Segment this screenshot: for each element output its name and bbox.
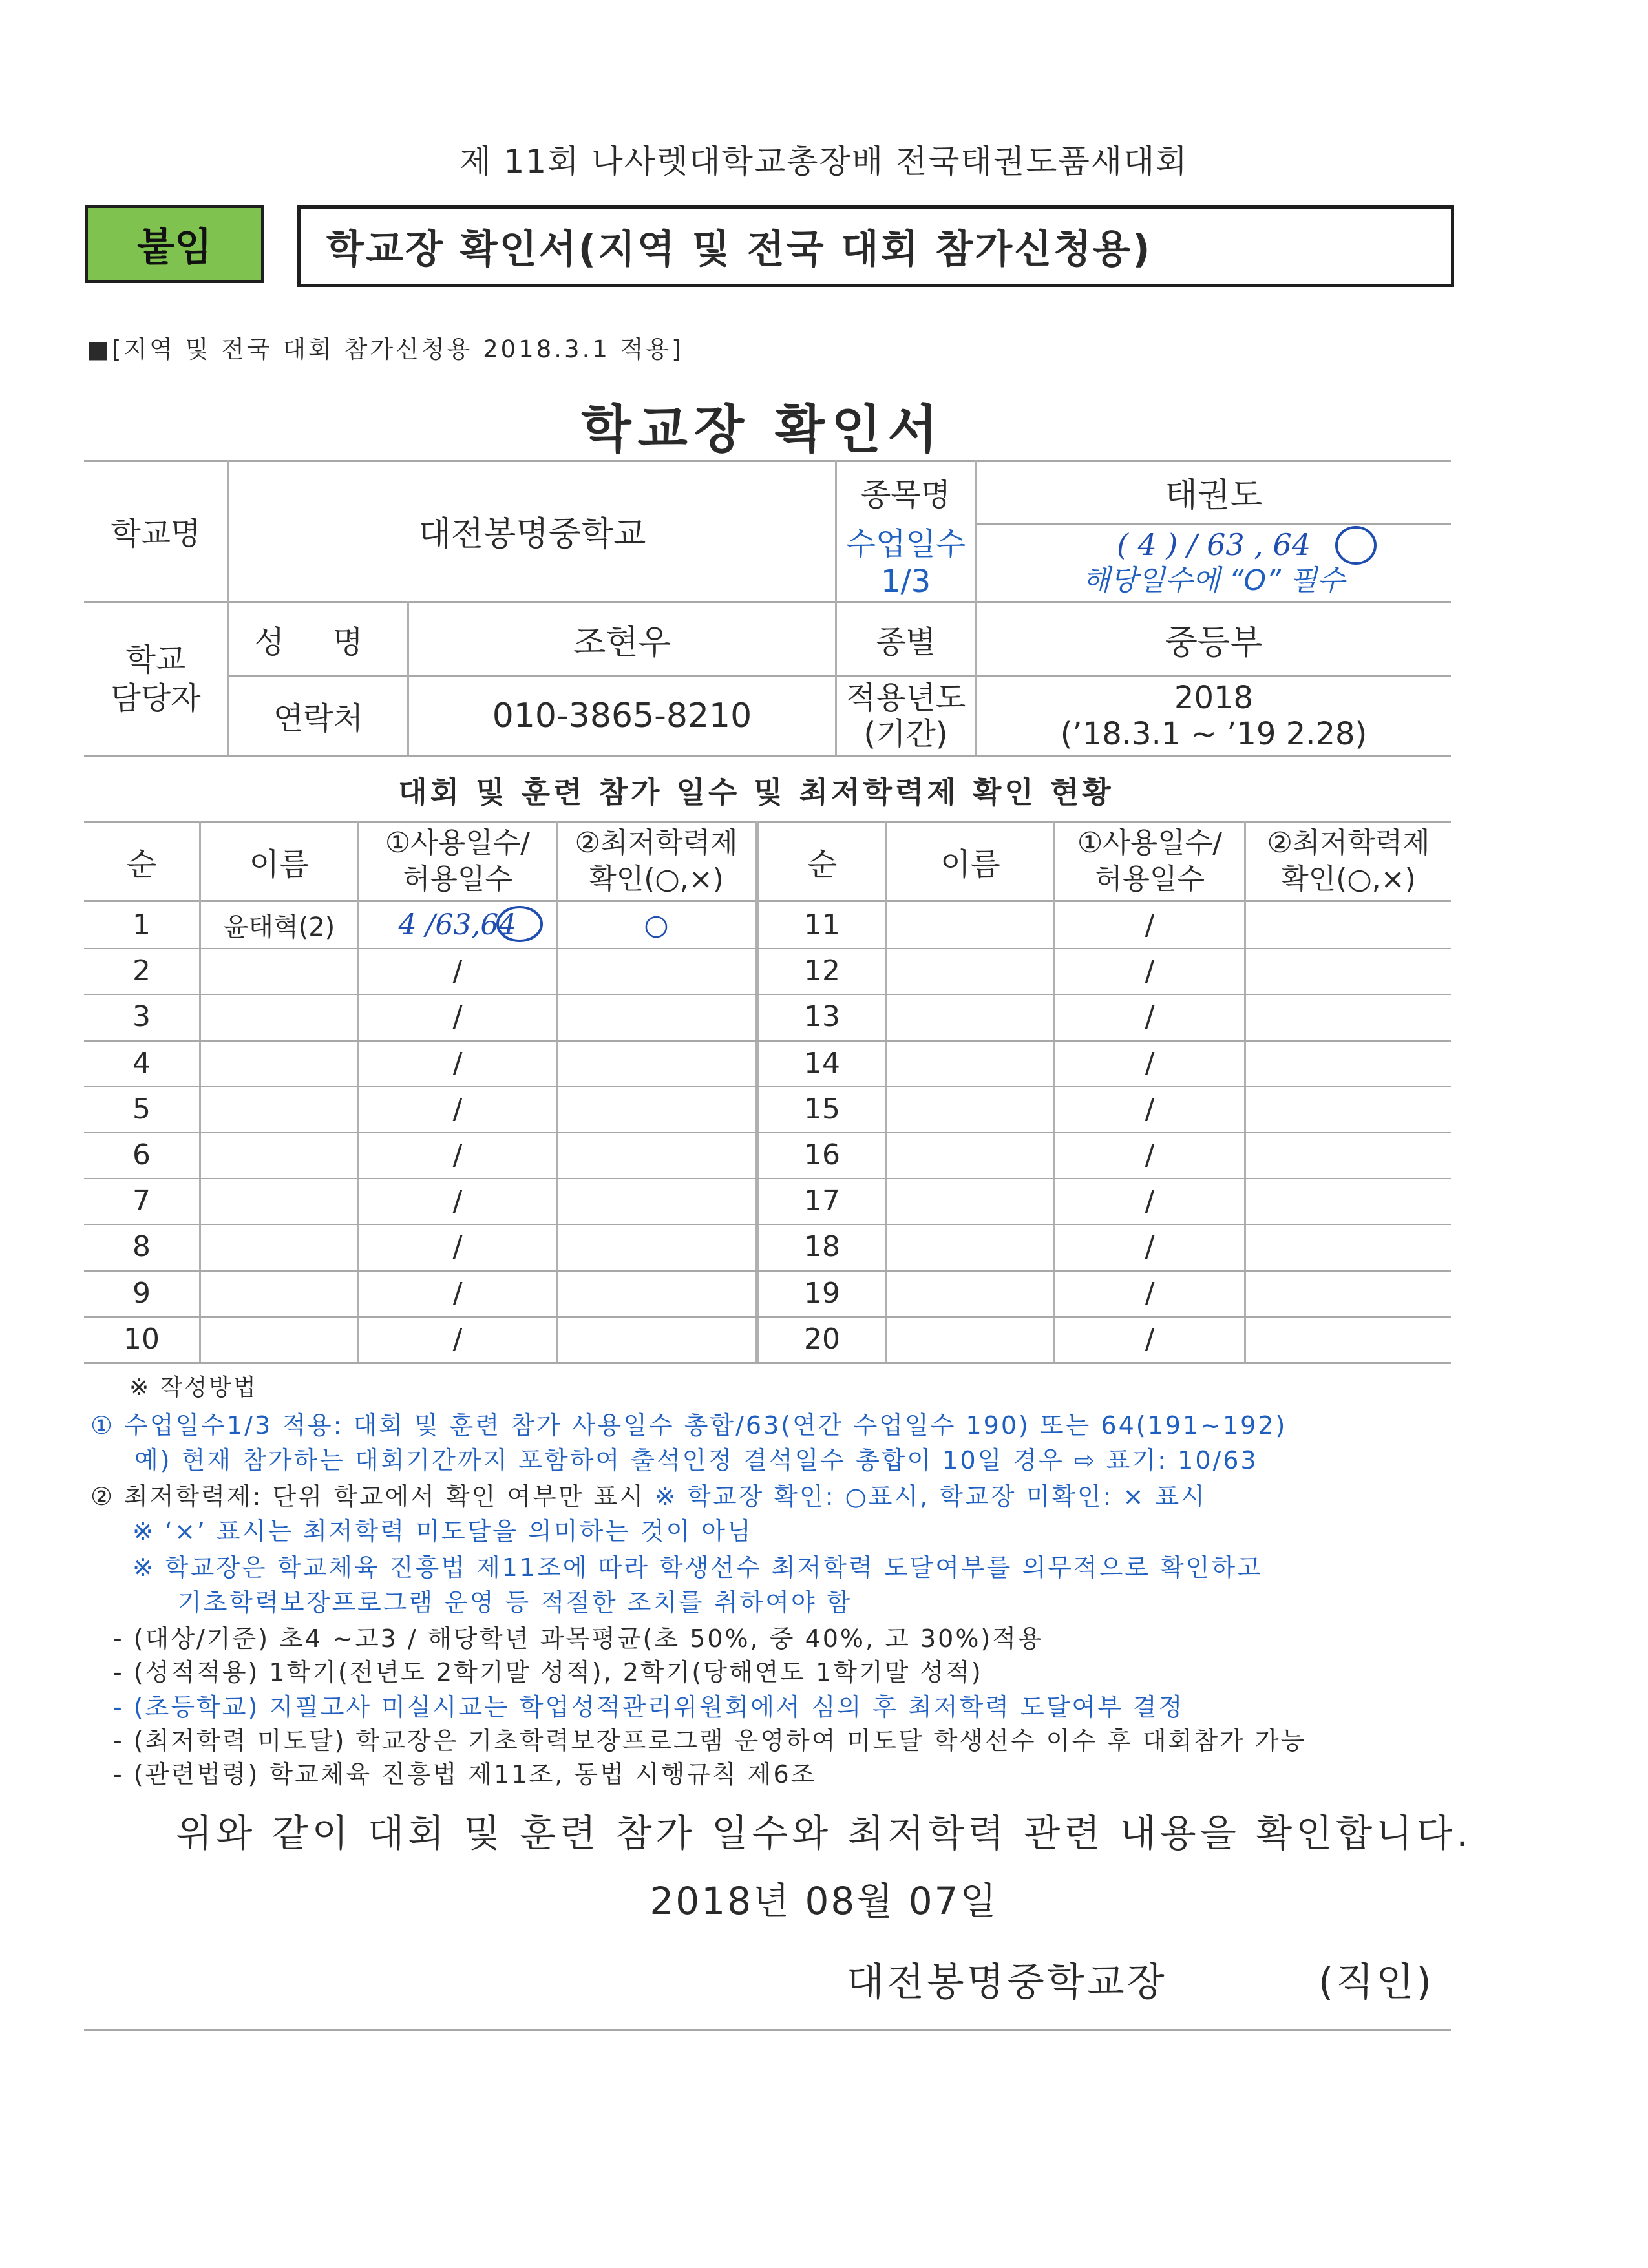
row-no: 6 [132, 1139, 151, 1172]
row-days: / [1145, 1000, 1155, 1034]
row-name [887, 1178, 1053, 1224]
row-no: 10 [123, 1322, 160, 1356]
row-days: / [1145, 1322, 1155, 1356]
class-days-label-line1: 수업일수 [845, 526, 966, 562]
row-check [558, 1178, 755, 1224]
division-label: 종별 [876, 624, 936, 660]
row-name [201, 1270, 357, 1316]
header-days-right [1055, 823, 1244, 900]
document-title: 학교장 확인서 [581, 399, 944, 459]
row-days: / [1145, 1230, 1155, 1264]
row-no: 3 [132, 1000, 151, 1034]
class-days-label [837, 525, 975, 601]
row-days: / [1145, 1092, 1155, 1126]
row-name [887, 994, 1053, 1040]
header-no-left: 순 [126, 846, 157, 883]
row-days: / [452, 1046, 463, 1080]
header-check-left-line1: ②최저학력제 [575, 826, 738, 859]
header-check-left [558, 823, 755, 900]
header-days-left-line1: ①사용일수/ [385, 826, 531, 859]
row-name [201, 1178, 357, 1224]
row-check [1246, 902, 1451, 948]
header-check-right-line2: 확인(○,×) [1281, 863, 1416, 896]
row-check [558, 1132, 755, 1178]
year-value-line2: (’18.3.1 ~ ’19 2.28) [1060, 715, 1368, 752]
row-name [887, 1270, 1053, 1316]
seal-text: (직인) [1318, 1960, 1434, 2005]
header-check-left-line2: 확인(○,×) [589, 863, 724, 896]
row-no: 20 [804, 1322, 840, 1356]
row-no: 5 [132, 1092, 151, 1126]
row-check [558, 1086, 755, 1132]
row-no: 8 [132, 1230, 151, 1264]
row-name: 윤태혁(2) [223, 912, 335, 943]
sport-value: 태권도 [1165, 476, 1263, 515]
row-days: / [1145, 908, 1155, 942]
row-check [558, 1224, 755, 1270]
row-days: / [452, 1000, 463, 1034]
row-no: 11 [804, 908, 840, 942]
method-line-11: - (관련법령) 학교체육 진흥법 제11조, 동법 시행규칙 제6조 [113, 1760, 817, 1789]
row-no: 4 [132, 1046, 151, 1080]
row-no: 16 [804, 1139, 840, 1172]
row-check [558, 1316, 755, 1362]
row-check [558, 1040, 755, 1086]
row-name [887, 1224, 1053, 1270]
method-line-9: - (초등학교) 지필고사 미실시교는 학업성적관리위원회에서 심의 후 최저학력 도달여부 결정 [113, 1693, 1185, 1721]
header-check-right-line1: ②최저학력제 [1267, 826, 1430, 859]
row-days: 4 /63,64 [398, 908, 517, 942]
class-days-value-line2: 해당일수에 “O” 필수 [1083, 564, 1345, 597]
row-days: / [452, 1184, 463, 1218]
school-value: 대전봉명중학교 [418, 514, 646, 554]
contact-label: 연락처 [273, 700, 364, 737]
row-check [1246, 1270, 1451, 1316]
status-title: 대회 및 훈련 참가 일수 및 최저학력제 확인 현황 [398, 775, 1114, 810]
staff-label-line1: 학교 [125, 641, 186, 678]
header-days-right-line1: ①사용일수/ [1077, 826, 1223, 859]
row-check [558, 1270, 755, 1316]
row-check [1246, 1132, 1451, 1178]
row-no: 9 [132, 1276, 151, 1310]
sport-label: 종목명 [860, 476, 951, 513]
method-line-5: ※ 학교장은 학교체육 진흥법 제11조에 따라 학생선수 최저학력 도달여부를 의무적으로 확인하고 [132, 1553, 1263, 1582]
header-title-box [297, 205, 1454, 287]
row-days: / [1145, 1046, 1155, 1080]
row-no: 13 [804, 1000, 840, 1034]
staff-label [84, 603, 227, 755]
row-name [201, 1132, 357, 1178]
method-line-7: - (대상/기준) 초4 ~고3 / 해당학년 과목평균(초 50%, 중 40%, 고 30%)적용 [113, 1624, 1044, 1653]
confirm-text: 위와 같이 대회 및 훈련 참가 일수와 최저학력 관련 내용을 확인합니다. [176, 1811, 1472, 1855]
event-title: 제 11회 나사렛대학교총장배 전국태권도품새대회 [460, 143, 1188, 180]
row-check [1246, 1224, 1451, 1270]
row-check [558, 948, 755, 994]
row-name [201, 1316, 357, 1362]
row-no: 14 [804, 1046, 840, 1080]
method-line-1: ① 수업일수1/3 적용: 대회 및 훈련 참가 사용일수 총합/63(연간 수업일수 190) 또는 64(191~192) [90, 1411, 1287, 1440]
row-name [887, 902, 1053, 948]
row-name [201, 948, 357, 994]
method-heading: ※ 작성방법 [129, 1374, 258, 1401]
method-line-10: - (최저학력 미도달) 학교장은 기초학력보장프로그램 운영하여 미도달 학생선수 이수 후 대회참가 가능 [113, 1727, 1307, 1755]
class-days-value-line1: ( 4 ) / 63 , 64 [1116, 527, 1311, 562]
row-name [201, 1040, 357, 1086]
row-name [887, 1132, 1053, 1178]
year-label-line1: 적용년도 [845, 679, 966, 716]
circle-mark-row1 [491, 903, 549, 949]
method-line-2: 예) 현재 참가하는 대회기간까지 포함하여 출석인정 결석일수 총합이 10일 경우 ⇨ 표기: 10/63 [134, 1446, 1258, 1475]
bottom-line [84, 2029, 1451, 2031]
info-bottom-line [84, 755, 1451, 757]
row-no: 12 [804, 954, 840, 988]
name-value: 조현우 [573, 623, 671, 662]
school-label: 학교명 [111, 515, 201, 552]
method-line-3b: ※ 학교장 확인: ○표시, 학교장 미확인: × 표시 [655, 1482, 1207, 1511]
row-no: 17 [804, 1184, 840, 1218]
row-no: 15 [804, 1092, 840, 1126]
row-name [201, 994, 357, 1040]
circle-mark-64 [1331, 522, 1383, 567]
row-check [1246, 1086, 1451, 1132]
staff-label-line2: 담당자 [111, 680, 201, 717]
row-no: 1 [132, 908, 151, 942]
row-days: / [452, 1322, 463, 1356]
row-days: / [1145, 954, 1155, 988]
name-label: 성 명 [254, 624, 383, 660]
header-no-right: 순 [807, 846, 838, 883]
method-line-8: - (성적적용) 1학기(전년도 2학기말 성적), 2학기(당해연도 1학기말 성적) [113, 1658, 983, 1686]
row-check [1246, 1316, 1451, 1362]
header-days-left-line2: 허용일수 [402, 863, 512, 896]
top-note: ■[지역 및 전국 대회 참가신청용 2018.3.1 적용] [87, 335, 684, 363]
year-value-line1: 2018 [1174, 679, 1254, 716]
row-days: / [1145, 1184, 1155, 1218]
row-name [887, 948, 1053, 994]
row-days: / [452, 1139, 463, 1172]
row-days: / [452, 1092, 463, 1126]
header-name-left: 이름 [249, 846, 310, 883]
principal-text: 대전봉명중학교장 [847, 1960, 1167, 2005]
header-days-right-line2: 허용일수 [1094, 863, 1205, 896]
row-days: / [1145, 1139, 1155, 1172]
row-check [1246, 1178, 1451, 1224]
row-name [887, 1316, 1053, 1362]
header-title: 학교장 확인서(지역 및 전국 대회 참가신청용) [326, 227, 1152, 272]
row-no: 18 [804, 1230, 840, 1264]
method-line-4: ※ ‘×’ 표시는 최저학력 미도달을 의미하는 것이 아님 [132, 1517, 753, 1546]
status-bottom-line [84, 1362, 1451, 1364]
method-line-3a: ② 최저학력제: 단위 학교에서 확인 여부만 표시 [90, 1482, 646, 1511]
year-label-line2: (기간) [863, 715, 948, 752]
header-name-right: 이름 [940, 846, 1000, 883]
row-no: 7 [132, 1184, 151, 1218]
division-value: 중등부 [1165, 623, 1263, 662]
row-days: / [452, 954, 463, 988]
class-days-label-line2: 1/3 [880, 563, 931, 600]
row-name [887, 1086, 1053, 1132]
row-days: / [452, 1276, 463, 1310]
row-check [1246, 948, 1451, 994]
year-value [977, 677, 1451, 755]
row-name [201, 1086, 357, 1132]
row-no: 19 [804, 1276, 840, 1310]
row-days: / [1145, 1276, 1155, 1310]
method-line-3 [90, 1478, 1207, 1515]
method-line-6: 기초학력보장프로그램 운영 등 적절한 조치를 취하여야 함 [178, 1588, 852, 1617]
year-label [837, 677, 975, 755]
row-check [1246, 1040, 1451, 1086]
row-days: / [452, 1230, 463, 1264]
row-check [558, 994, 755, 1040]
contact-value: 010-3865-8210 [492, 696, 752, 735]
row-check [1246, 994, 1451, 1040]
attachment-badge: 붙임 [85, 205, 264, 283]
row-no: 2 [132, 954, 151, 988]
row-name [201, 1224, 357, 1270]
row-check: ○ [644, 908, 669, 942]
row-name [887, 1040, 1053, 1086]
header-check-right [1246, 823, 1451, 900]
header-days-left [359, 823, 556, 900]
date-text: 2018년 08월 07일 [650, 1879, 998, 1923]
